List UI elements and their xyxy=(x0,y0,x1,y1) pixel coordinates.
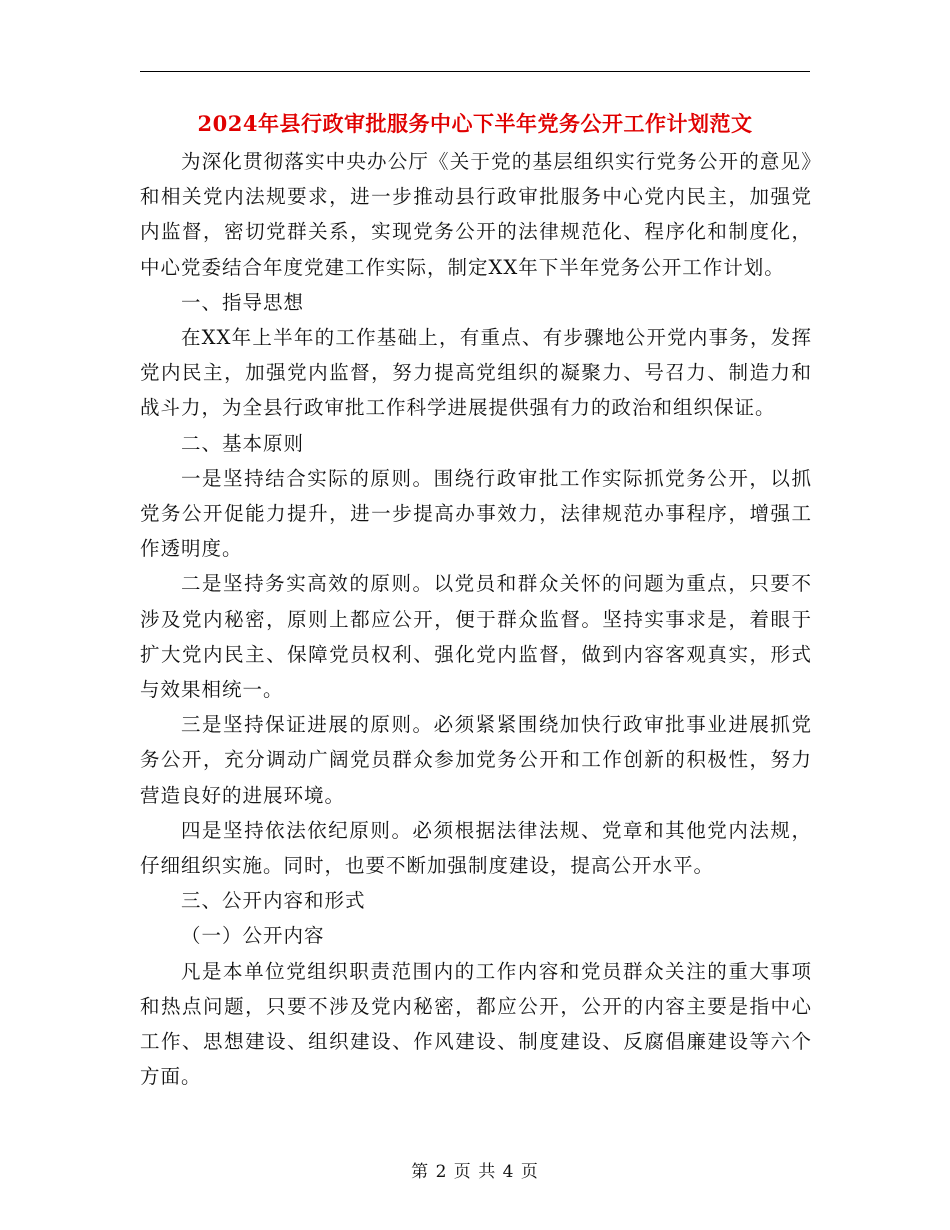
document-body xyxy=(140,144,812,1094)
content-paragraph: 凡是本单位党组织职责范围内的工作内容和党员群众关注的重大事项和热点问题，只要不涉及党内秘密，都应公开，公开的内容主要是指中心工作、思想建设、组织建设、作风建设、制度建设、反腐倡廉建设等六个方面。 xyxy=(140,959,812,1089)
subsection-heading-content: （一）公开内容 xyxy=(180,924,325,948)
intro-paragraph: 为深化贯彻落实中央办公厅《关于党的基层组织实行党务公开的意见》和相关党内法规要求，进一步推动县行政审批服务中心党内民主，加强党内监督，密切党群关系，实现党务公开的法律规范化、程序化和制度化，中心党委结合年度党建工作实际，制定XX年下半年党务公开工作计划。 xyxy=(140,150,812,279)
principle-1-paragraph: 一是坚持结合实际的原则。围绕行政审批工作实际抓党务公开，以抓党务公开促能力提升，进一步提高办事效力，法律规范办事程序，增强工作透明度。 xyxy=(140,466,812,561)
page-footer: 第 2 页 共 4 页 xyxy=(411,1162,539,1182)
principle-3-paragraph: 三是坚持保证进展的原则。必须紧紧围绕加快行政审批事业进展抓党务公开，充分调动广阔党员群众参加党务公开和工作创新的积极性，努力营造良好的进展环境。 xyxy=(140,713,812,807)
principle-4-paragraph: 四是坚持依法依纪原则。必须根据法律法规、党章和其他党内法规，仔细组织实施。同时，也要不断加强制度建设，提高公开水平。 xyxy=(140,818,812,878)
section-heading-content-and-form: 三、公开内容和形式 xyxy=(180,889,366,913)
header-rule xyxy=(140,71,810,72)
section-heading-guiding-thought: 一、指导思想 xyxy=(180,290,304,314)
document-title: 2024年县行政审批服务中心下半年党务公开工作计划范文 xyxy=(197,111,753,136)
principle-2-paragraph: 二是坚持务实高效的原则。以党员和群众关怀的问题为重点，只要不涉及党内秘密，原则上都应公开，便于群众监督。坚持实事求是，着眼于扩大党内民主、保障党员权利、强化党内监督，做到内容客观真实，形式与效果相统一。 xyxy=(140,572,812,702)
section-heading-basic-principles: 二、基本原则 xyxy=(180,431,304,455)
guiding-thought-paragraph: 在XX年上半年的工作基础上，有重点、有步骤地公开党内事务，发挥党内民主，加强党内监督，努力提高党组织的凝聚力、号召力、制造力和战斗力，为全县行政审批工作科学进展提供强有力的政治和组织保证。 xyxy=(140,326,812,420)
